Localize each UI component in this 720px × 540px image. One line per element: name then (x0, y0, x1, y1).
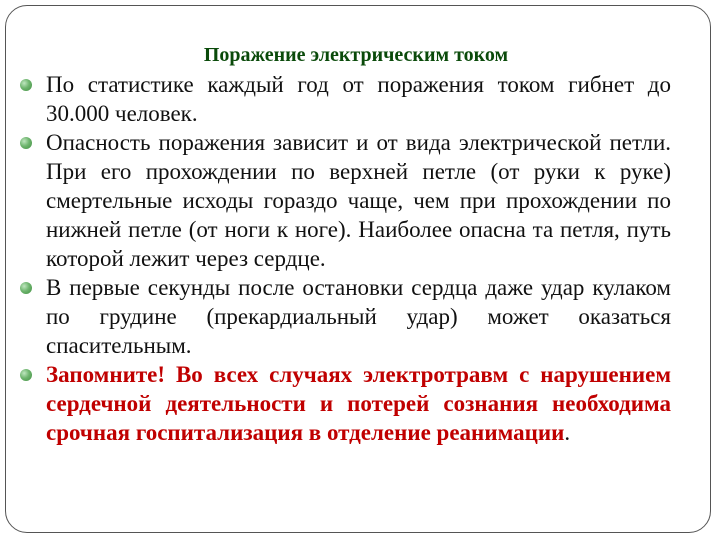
bullet-precordial-thump (46, 273, 671, 360)
bullet-current-path (46, 128, 671, 273)
bullet-text: По статистике каждый год от поражения током гибнет до 30.000 человек. (46, 72, 671, 126)
bullet-list (46, 70, 671, 447)
bullet-warning (46, 360, 671, 447)
green-dot-icon (20, 79, 32, 91)
bullet-text: Опасность поражения зависит и от вида электрической петли. При его прохождении по верхней петле (от руки к руке) смертельные исходы гораздо чаще, чем при прохождении по нижней петле (от ноги к ноге). Наиболее опасна та петля, путь которой лежит через сердце. (46, 130, 671, 271)
green-dot-icon (20, 282, 32, 294)
bullet-text: В первые секунды после остановки сердца даже удар кулаком по грудине (прекардиальный удар) может оказаться спасительным. (46, 275, 671, 358)
slide-frame (5, 5, 711, 533)
green-dot-icon (20, 369, 32, 381)
bullet-statistics (46, 70, 671, 128)
warning-period: . (564, 420, 571, 445)
slide-title: Поражение электрическим током (203, 44, 509, 66)
green-dot-icon (20, 137, 32, 149)
warning-text: Запомните! Во всех случаях электротравм с нарушением сердечной деятельности и потерей сознания необходима срочная госпитализация в отделение реанимации (46, 362, 671, 445)
